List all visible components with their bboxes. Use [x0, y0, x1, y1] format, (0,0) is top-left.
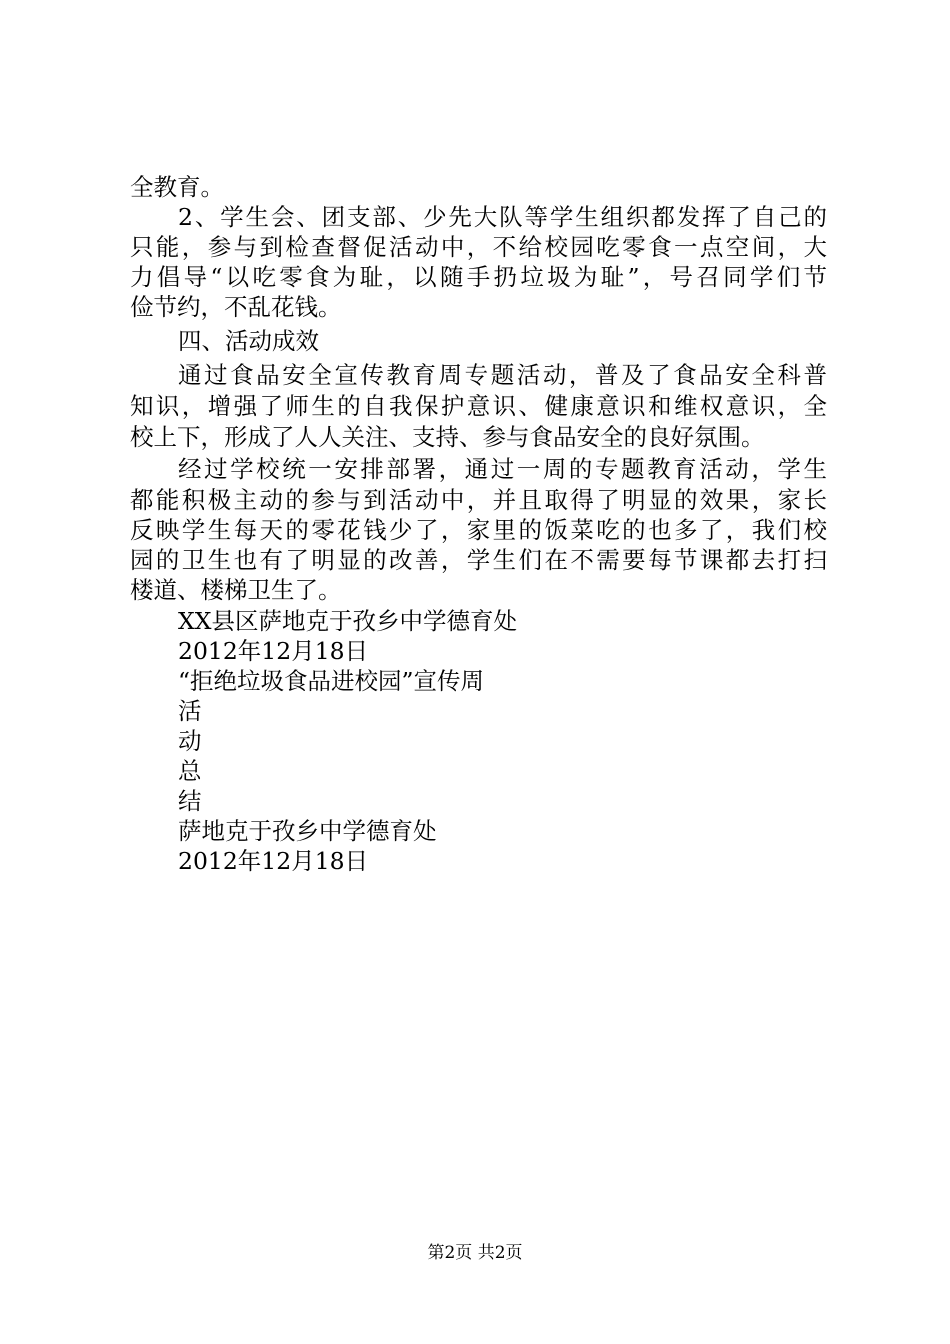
signature-organization: XX县区萨地克于孜乡中学德育处	[178, 607, 517, 635]
paragraph-line: 都能积极主动的参与到活动中，并且取得了明显的效果，家长	[130, 486, 827, 514]
paragraph-line: 园的卫生也有了明显的改善，学生们在不需要每节课都去打扫	[130, 546, 827, 574]
paragraph-line: 只能，参与到检查督促活动中，不给校园吃零食一点空间，大	[130, 233, 827, 261]
title-char: 结	[178, 787, 202, 815]
paragraph-line: 楼道、楼梯卫生了。	[130, 576, 342, 604]
paragraph-line: 经过学校统一安排部署，通过一周的专题教育活动，学生	[178, 455, 827, 483]
signature-date: 2012年12月18日	[178, 847, 369, 875]
section-heading: 四、活动成效	[178, 327, 319, 355]
paragraph-line: 力倡导“以吃零食为耻，以随手扔垃圾为耻”，号召同学们节	[130, 263, 827, 291]
paragraph-line: 全教育。	[130, 173, 224, 201]
paragraph-line: 反映学生每天的零花钱少了，家里的饭菜吃的也多了，我们校	[130, 516, 827, 544]
title-char: 总	[178, 757, 202, 785]
title-char: 动	[178, 727, 202, 755]
paragraph-line: 知识，增强了师生的自我保护意识、健康意识和维权意识，全	[130, 392, 827, 420]
paragraph-line: 通过食品安全宣传教育周专题活动，普及了食品安全科普	[178, 361, 827, 389]
title-char: 活	[178, 697, 202, 725]
signature-organization: 萨地克于孜乡中学德育处	[178, 817, 437, 845]
paragraph-line: 校上下，形成了人人关注、支持、参与食品安全的良好氛围。	[130, 423, 765, 451]
paragraph-line: 俭节约，不乱花钱。	[130, 293, 342, 321]
paragraph-line: 2、学生会、团支部、少先大队等学生组织都发挥了自己的	[178, 203, 827, 231]
page-number-footer: 第2页 共2页	[427, 1243, 523, 1263]
signature-date: 2012年12月18日	[178, 637, 369, 665]
title-line: “拒绝垃圾食品进校园”宣传周	[178, 667, 485, 695]
